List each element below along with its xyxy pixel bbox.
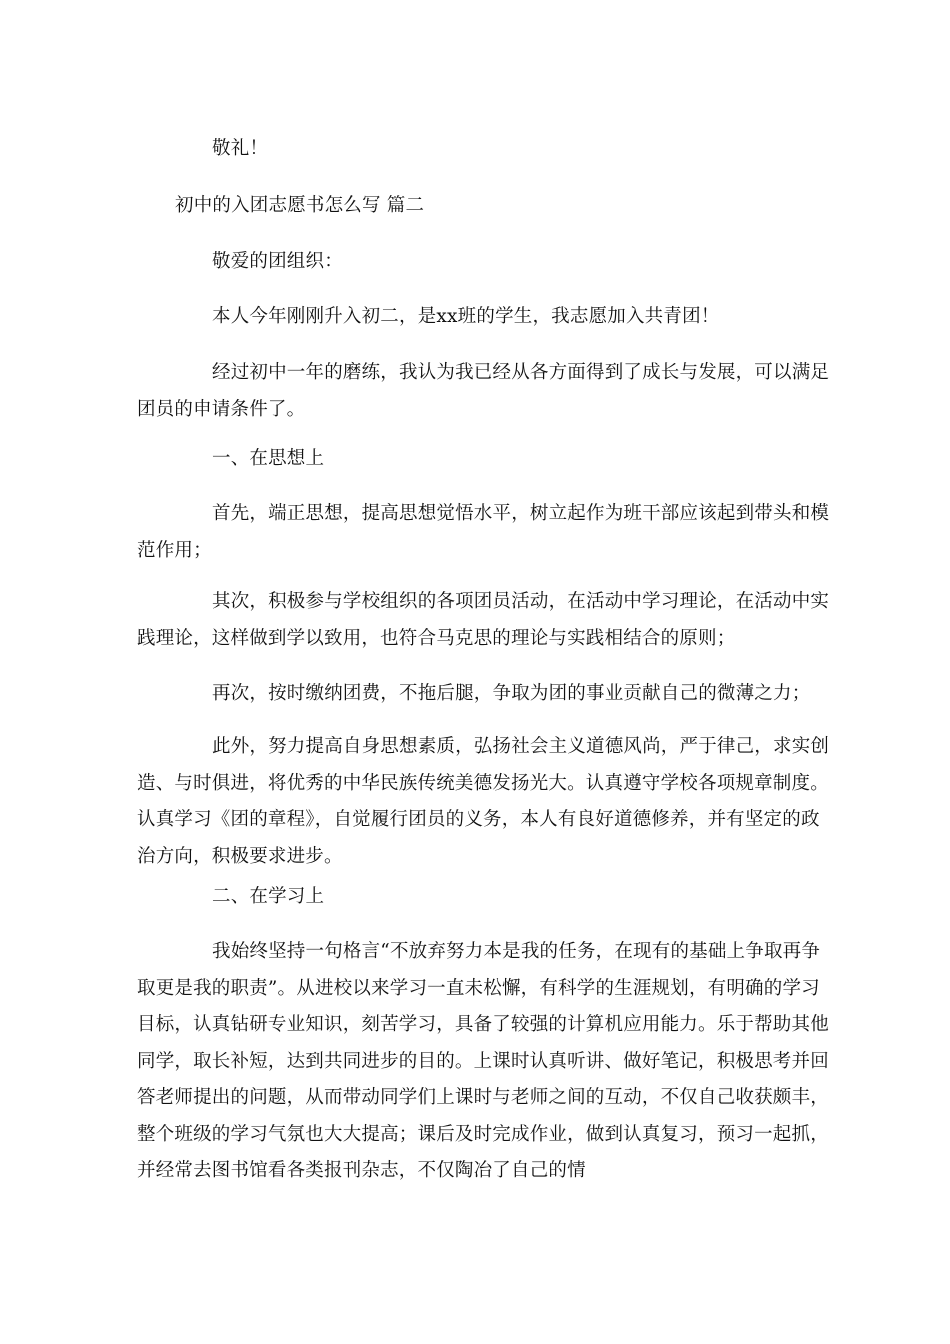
second-paragraph: 其次，积极参与学校组织的各项团员活动，在活动中学习理论，在活动中实践理论，这样做到学以致用，也符合马克思的理论与实践相结合的原则； (137, 591, 830, 649)
besides-paragraph: 此外，努力提高自身思想素质，弘扬社会主义道德风尚，严于律己，求实创造、与时俱进，将优秀的中华民族传统美德发扬光大。认真遵守学校各项规章制度。认真学习《团的章程》，自觉履行团员的义务，本人有良好道德修养，并有坚定的政治方向，积极要求进步。 (137, 736, 830, 867)
salutation: 敬爱的团组织： (212, 251, 343, 272)
growth-paragraph: 经过初中一年的磨练，我认为我已经从各方面得到了成长与发展，可以满足团员的申请条件了。 (137, 362, 830, 420)
study-paragraph: 我始终坚持一句格言“不放弃努力本是我的任务，在现有的基础上争取再争取更是我的职责”。从进校以来学习一直未松懈，有科学的生涯规划，有明确的学习目标，认真钻研专业知识，刻苦学习，具备了较强的计算机应用能力。乐于帮助其他同学，取长补短，达到共同进步的目的。上课时认真听讲、做好笔记，积极思考并回答老师提出的问题，从而带动同学们上课时与老师之间的互动，不仅自己收获颇丰，整个班级的学习气氛也大大提高；课后及时完成作业，做到认真复习，预习一起抓，并经常去图书馆看各类报刊杂志，不仅陶冶了自己的情 (137, 941, 829, 1181)
third-paragraph: 再次，按时缴纳团费，不拖后腿，争取为团的事业贡献自己的微薄之力； (212, 683, 811, 704)
first-paragraph: 首先，端正思想，提高思想觉悟水平，树立起作为班干部应该起到带头和模范作用； (137, 503, 830, 561)
section-heading: 初中的入团志愿书怎么写 篇二 (175, 195, 425, 216)
section-title-study: 二、在学习上 (212, 886, 325, 907)
closing-text: 敬礼！ (212, 138, 269, 159)
intro-paragraph: 本人今年刚刚升入初二，是xx班的学生，我志愿加入共青团！ (212, 306, 720, 327)
section-title-thought: 一、在思想上 (212, 448, 325, 469)
